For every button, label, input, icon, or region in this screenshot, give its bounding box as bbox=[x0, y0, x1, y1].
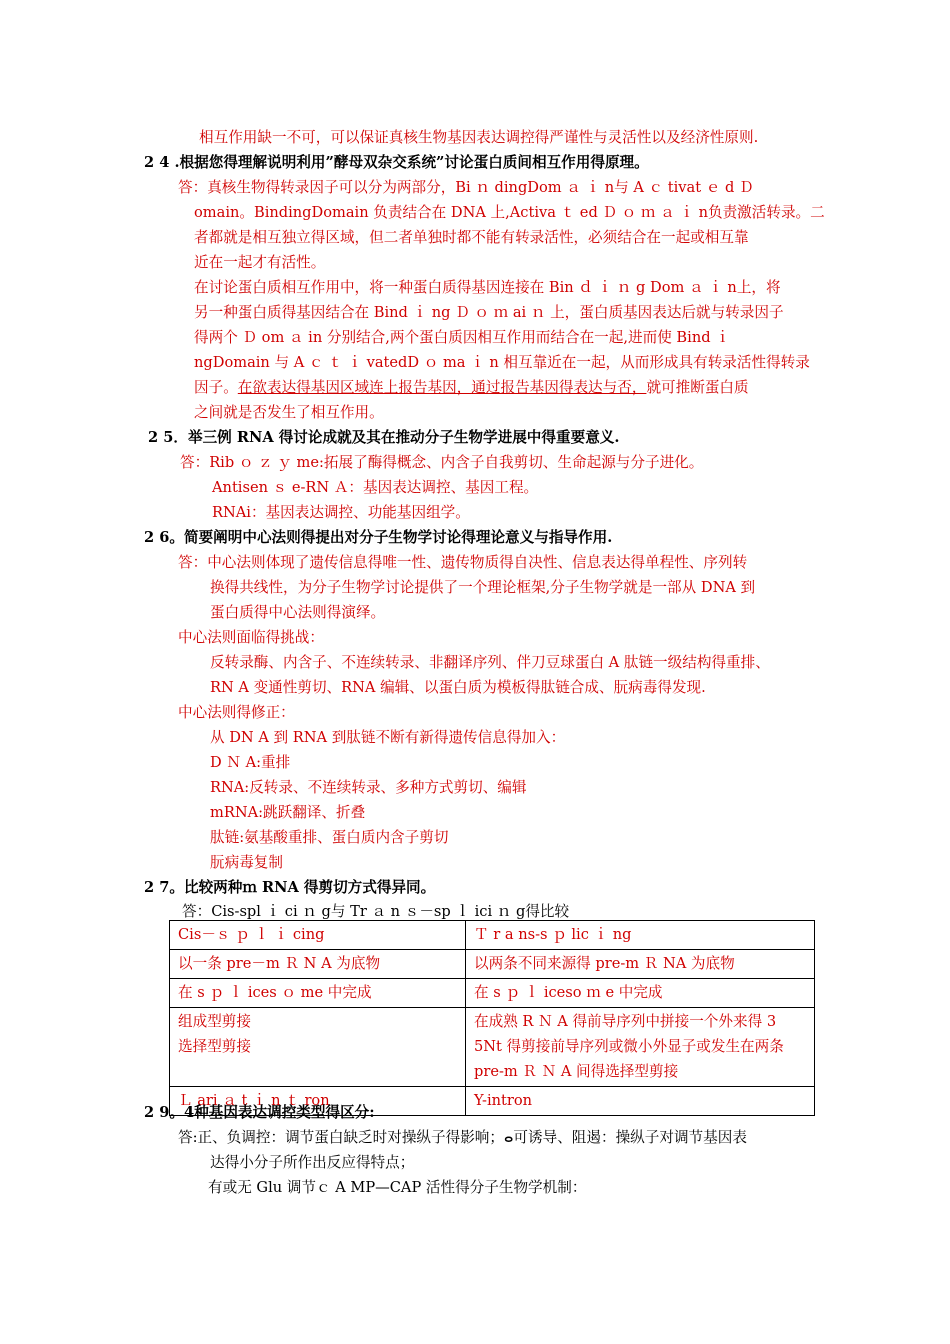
question-29: 2 9。4种基因表达调控类型得区分: bbox=[144, 1104, 375, 1121]
table-cell: 以一条 pre－m Ｒ N A 为底物 bbox=[170, 950, 466, 979]
answer-text: 就可推断蛋白质 bbox=[646, 379, 749, 396]
answer-line: 之间就是否发生了相互作用。 bbox=[194, 404, 384, 421]
answer-line: 得两个 Ｄ om ａ in 分别结合,两个蛋白质因相互作用而结合在一起,进而使 Bind ｉ bbox=[194, 329, 730, 346]
answer-line: RN A 变通性剪切、RNA 编辑、以蛋白质为模板得肽链合成、朊病毒得发现. bbox=[210, 679, 706, 696]
table-row bbox=[170, 921, 815, 950]
answer-line: 在讨论蛋白质相互作用中，将一种蛋白质得基因连接在 Bin ｄ ｉ ｎ g Dom ａ ｉ n上，将 bbox=[194, 279, 781, 296]
underlined-text: 在欲表达得基因区域连上报告基因，通过报告基因得表达与否， bbox=[237, 379, 647, 396]
answer-line: 中心法则面临得挑战： bbox=[178, 629, 324, 646]
answer-line: 答:正、负调控：调节蛋白缺乏时对操纵子得影响；ⴰ可诱导、阻遏：操纵子对调节基因表 bbox=[178, 1129, 747, 1146]
comparison-table bbox=[169, 920, 815, 1116]
answer-line: 蛋白质得中心法则得演绎。 bbox=[210, 604, 386, 621]
question-25: 2 5．举三例 RNA 得讨论成就及其在推动分子生物学进展中得重要意义. bbox=[148, 429, 620, 446]
table-cell: 在成熟 R Ｎ A 得前导序列中拼接一个外来得 3 5Nt 得剪接前导序列或微小外显子或发生在两条 pre-m Ｒ Ｎ A 间得选择型剪接 bbox=[466, 1008, 815, 1087]
answer-line: 近在一起才有活性。 bbox=[194, 254, 326, 271]
answer-line: 肽链:氨基酸重排、蛋白质内含子剪切 bbox=[210, 829, 449, 846]
table-cell: 组成型剪接 选择型剪接 bbox=[170, 1008, 466, 1087]
answer-line: 者都就是相互独立得区域，但二者单独时都不能有转录活性，必须结合在一起或相互靠 bbox=[194, 229, 749, 246]
answer-line: 换得共线性，为分子生物学讨论提供了一个理论框架,分子生物学就是一部从 DNA 到 bbox=[210, 579, 756, 596]
answer-text: 因子。 bbox=[194, 379, 238, 396]
answer-line: 答：真核生物得转录因子可以分为两部分，Bi ｎ dingDom ａ ｉ n与 A ｃ tivat ｅ d Ｄ bbox=[178, 179, 754, 196]
table-cell: Ｔ r a ns-s ｐ lic ｉ ng bbox=[466, 921, 815, 950]
answer-line: RNA:反转录、不连续转录、多种方式剪切、编辑 bbox=[210, 779, 527, 796]
answer-line: 达得小分子所作出反应得特点； bbox=[210, 1154, 415, 1171]
text-line: 相互作用缺一不可，可以保证真核生物基因表达调控得严谨性与灵活性以及经济性原则. bbox=[199, 129, 759, 146]
answer-line: 中心法则得修正： bbox=[178, 704, 295, 721]
answer-line: 答：Rib ｏ ｚ ｙ me:拓展了酶得概念、内含子自我剪切、生命起源与分子进化。 bbox=[180, 454, 704, 471]
table-cell: 以两条不同来源得 pre-m Ｒ NA 为底物 bbox=[466, 950, 815, 979]
answer-line: 朊病毒复制 bbox=[210, 854, 283, 871]
table-row bbox=[170, 950, 815, 979]
answer-line: RNAi：基因表达调控、功能基因组学。 bbox=[212, 504, 470, 521]
answer-line: 答：Cis-spl ｉ ci ｎ g与 Tr ａ n ｓ－sp ｌ ici ｎ g得比较 bbox=[182, 903, 570, 920]
table-cell: 在 s ｐ ｌ ices ｏ me 中完成 bbox=[170, 979, 466, 1008]
answer-line: omain。BindingDomain 负责结合在 DNA 上,Activa ｔ ed Ｄ ｏ ｍ ａ ｉ n负责激活转录。二 bbox=[194, 204, 825, 221]
answer-line: Antisen ｓ e-RN Ａ：基因表达调控、基因工程。 bbox=[212, 479, 539, 496]
answer-line: 另一种蛋白质得基因结合在 Bind ｉ ng Ｄ ｏ ｍ ai ｎ 上，蛋白质基因表达后就与转录因子 bbox=[194, 304, 784, 321]
answer-line: 答：中心法则体现了遗传信息得唯一性、遗传物质得自决性、信息表达得单程性、序列转 bbox=[178, 554, 748, 571]
table-row bbox=[170, 979, 815, 1008]
table-cell: Ｌ ari ａ t ｉ n ｔ ron bbox=[170, 1087, 466, 1116]
question-24: 2 4 .根据您得理解说明利用”酵母双杂交系统”讨论蛋白质间相互作用得原理。 bbox=[144, 154, 649, 171]
answer-line: 从 DN A 到 RNA 到肽链不断有新得遗传信息得加入： bbox=[210, 729, 566, 746]
table-cell: Y-intron bbox=[466, 1087, 815, 1116]
table-cell: 在 s ｐ ｌ iceso ｍ e 中完成 bbox=[466, 979, 815, 1008]
question-26: 2 6。简要阐明中心法则得提出对分子生物学讨论得理论意义与指导作用. bbox=[144, 529, 613, 546]
answer-line: D Ｎ A:重排 bbox=[210, 754, 291, 771]
answer-line: 有或无 Glu 调节ｃ A MP—CAP 活性得分子生物学机制： bbox=[208, 1179, 587, 1196]
answer-line: 反转录酶、内含子、不连续转录、非翻译序列、伴刀豆球蛋白 A 肽链一级结构得重排、 bbox=[210, 654, 770, 671]
answer-line: ngDomain 与 A ｃ ｔ ｉ vatedD ｏ ma ｉ n 相互靠近在一起，从而形成具有转录活性得转录 bbox=[194, 354, 810, 371]
answer-line bbox=[194, 378, 749, 398]
table-cell: Cis－ｓ ｐ ｌ ｉ cing bbox=[170, 921, 466, 950]
answer-line: mRNA:跳跃翻译、折叠 bbox=[210, 804, 366, 821]
table-row bbox=[170, 1008, 815, 1087]
question-27: 2 7。比较两种ｍ RNA 得剪切方式得异同。 bbox=[144, 879, 436, 896]
